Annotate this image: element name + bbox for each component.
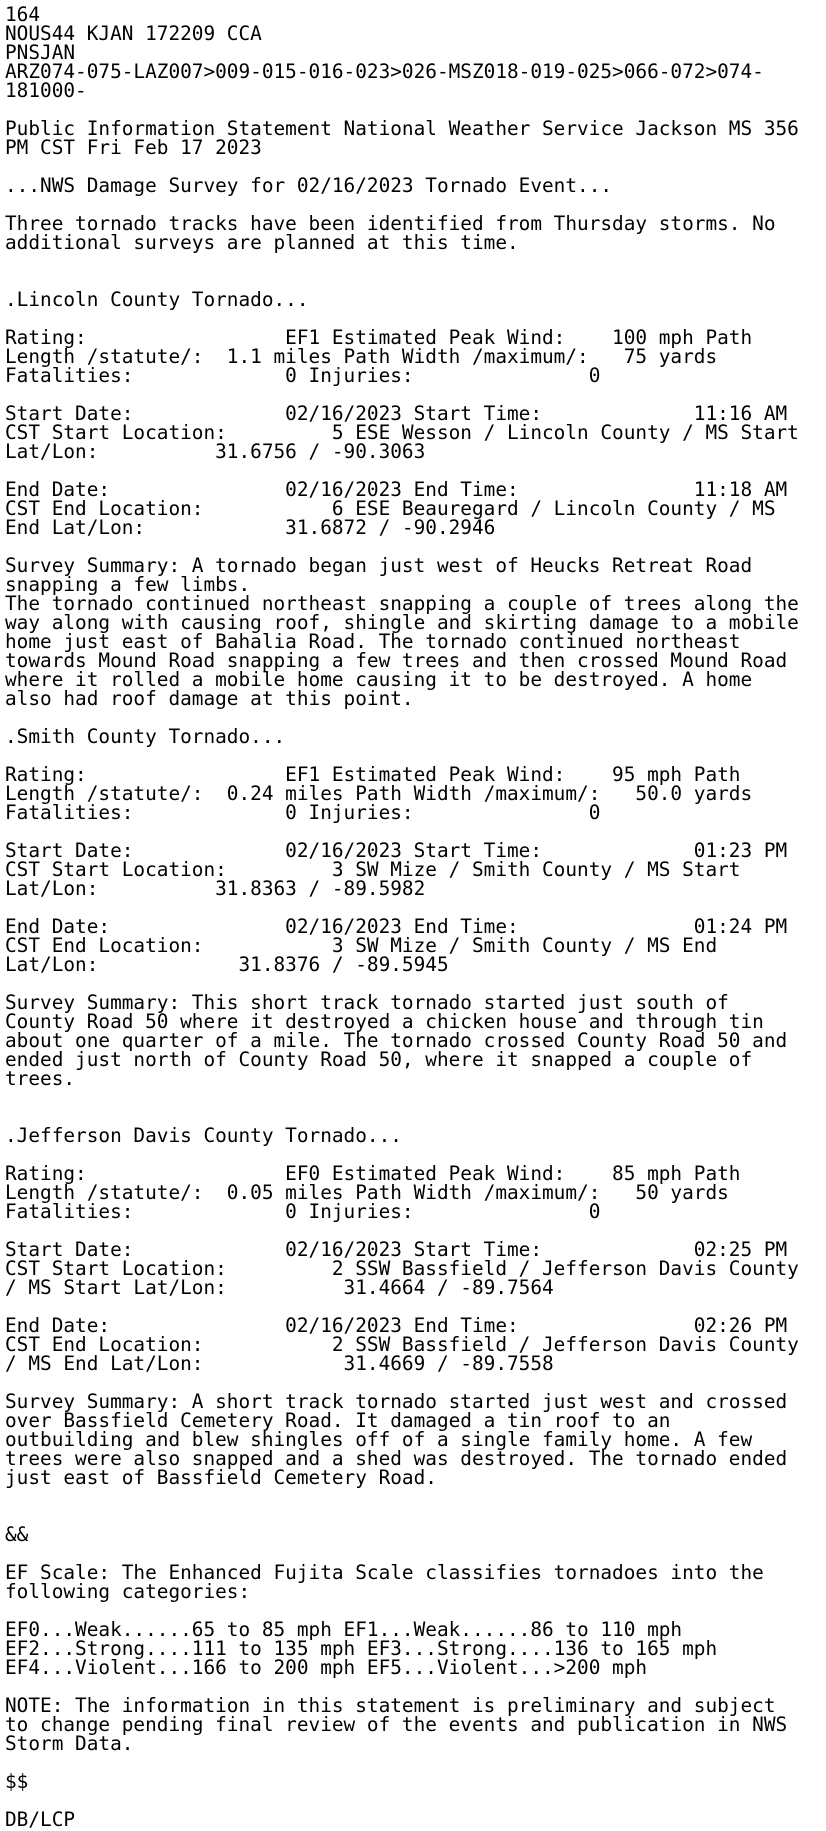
text-line: about one quarter of a mile. The tornado crossed County Road 50 and [5,1029,788,1052]
text-line: just east of Bassfield Cemetery Road. [5,1466,437,1489]
blank-line [5,1487,821,1506]
text-line: home just east of Bahalia Road. The tornado continued northeast [5,630,741,653]
text-line: trees were also snapped and a shed was destroyed. The tornado ended [5,1447,788,1470]
text-line: End Date: 02/16/2023 End Time: 11:18 AM [5,478,788,501]
text-line: ARZ074-075-LAZ007>009-015-016-023>026-MSZ018-019-025>066-072>074- [5,60,764,83]
text-line: .Lincoln County Tornado... [5,288,309,311]
text-line: following categories: [5,1580,251,1603]
text-line: .Smith County Tornado... [5,725,286,748]
text-line: CST Start Location: 2 SSW Bassfield / Jefferson Davis County [5,1257,799,1280]
text-line: && [5,1523,29,1546]
text-line: Survey Summary: A tornado began just west of Heucks Retreat Road [5,554,753,577]
text-line: snapping a few limbs. [5,573,251,596]
text-line: PM CST Fri Feb 17 2023 [5,136,262,159]
text-line: to change pending final review of the events and publication in NWS [5,1713,788,1736]
text-line: additional surveys are planned at this time. [5,231,519,254]
text-line: EF0...Weak......65 to 85 mph EF1...Weak......86 to 110 mph [5,1618,683,1641]
text-line: CST End Location: 6 ESE Beauregard / Lincoln County / MS [5,497,776,520]
text-line: Rating: EF0 Estimated Peak Wind: 85 mph Path [5,1162,741,1185]
text-line: $$ [5,1770,29,1793]
text-line: DB/LCP [5,1808,76,1831]
text-line: / MS Start Lat/Lon: 31.4664 / -89.7564 [5,1276,554,1299]
text-line: Length /statute/: 0.24 miles Path Width /maximum/: 50.0 yards [5,782,753,805]
blank-line [5,1506,821,1525]
text-line: EF2...Strong....111 to 135 mph EF3...Strong....136 to 165 mph [5,1637,718,1660]
text-line: CST End Location: 2 SSW Bassfield / Jefferson Davis County [5,1333,799,1356]
text-line: towards Mound Road snapping a few trees and then crossed Mound Road [5,649,788,672]
text-line: Lat/Lon: 31.6756 / -90.3063 [5,440,426,463]
text-line: Length /statute/: 0.05 miles Path Width /maximum/: 50 yards [5,1181,729,1204]
text-line: Lat/Lon: 31.8376 / -89.5945 [5,953,449,976]
text-line: / MS End Lat/Lon: 31.4669 / -89.7558 [5,1352,554,1375]
blank-line [5,1791,821,1810]
text-line: Rating: EF1 Estimated Peak Wind: 100 mph Path [5,326,753,349]
text-line: End Date: 02/16/2023 End Time: 01:24 PM [5,915,788,938]
text-line: End Date: 02/16/2023 End Time: 02:26 PM [5,1314,788,1337]
text-line: way along with causing roof, shingle and skirting damage to a mobile [5,611,799,634]
text-line: NOUS44 KJAN 172209 CCA [5,22,262,45]
text-line: 164 [5,3,41,26]
text-line: County Road 50 where it destroyed a chicken house and through tin [5,1010,764,1033]
text-line: Survey Summary: A short track tornado started just west and crossed [5,1390,788,1413]
text-line: NOTE: The information in this statement is preliminary and subject [5,1694,776,1717]
text-line: ...NWS Damage Survey for 02/16/2023 Tornado Event... [5,174,613,197]
text-line: Survey Summary: This short track tornado started just south of [5,991,729,1014]
text-line: Start Date: 02/16/2023 Start Time: 11:16 AM [5,402,788,425]
text-line: also had roof damage at this point. [5,687,414,710]
text-line: Public Information Statement National Weather Service Jackson MS 356 [5,117,799,140]
text-line: Start Date: 02/16/2023 Start Time: 01:23 PM [5,839,788,862]
text-line: 181000- [5,79,87,102]
text-line: CST Start Location: 5 ESE Wesson / Lincoln County / MS Start [5,421,799,444]
text-line: .Jefferson Davis County Tornado... [5,1124,402,1147]
blank-line [5,252,821,271]
blank-line [5,1088,821,1107]
text-line: Fatalities: 0 Injuries: 0 [5,1200,601,1223]
bulletin-text [5,5,821,1829]
text-line: PNSJAN [5,41,76,64]
text-line: Fatalities: 0 Injuries: 0 [5,364,601,387]
text-line: EF Scale: The Enhanced Fujita Scale classifies tornadoes into the [5,1561,764,1584]
text-line: End Lat/Lon: 31.6872 / -90.2946 [5,516,496,539]
text-line: where it rolled a mobile home causing it to be destroyed. A home [5,668,753,691]
text-line: Storm Data. [5,1732,134,1755]
text-line: EF4...Violent...166 to 200 mph EF5...Violent...>200 mph [5,1656,648,1679]
text-line: Length /statute/: 1.1 miles Path Width /maximum/: 75 yards [5,345,718,368]
text-line: Start Date: 02/16/2023 Start Time: 02:25 PM [5,1238,788,1261]
text-line: Lat/Lon: 31.8363 / -89.5982 [5,877,426,900]
text-line: Three tornado tracks have been identified from Thursday storms. No [5,212,776,235]
text-line: trees. [5,1067,76,1090]
blank-line [5,1753,821,1772]
text-line: outbuilding and blew shingles off of a single family home. A few [5,1428,753,1451]
text-line: ended just north of County Road 50, where it snapped a couple of [5,1048,753,1071]
text-line: CST Start Location: 3 SW Mize / Smith County / MS Start [5,858,741,881]
text-line: The tornado continued northeast snapping a couple of trees along the [5,592,799,615]
text-line: Rating: EF1 Estimated Peak Wind: 95 mph Path [5,763,741,786]
text-line: over Bassfield Cemetery Road. It damaged a tin roof to an [5,1409,671,1432]
text-line: CST End Location: 3 SW Mize / Smith County / MS End [5,934,718,957]
text-line: Fatalities: 0 Injuries: 0 [5,801,601,824]
